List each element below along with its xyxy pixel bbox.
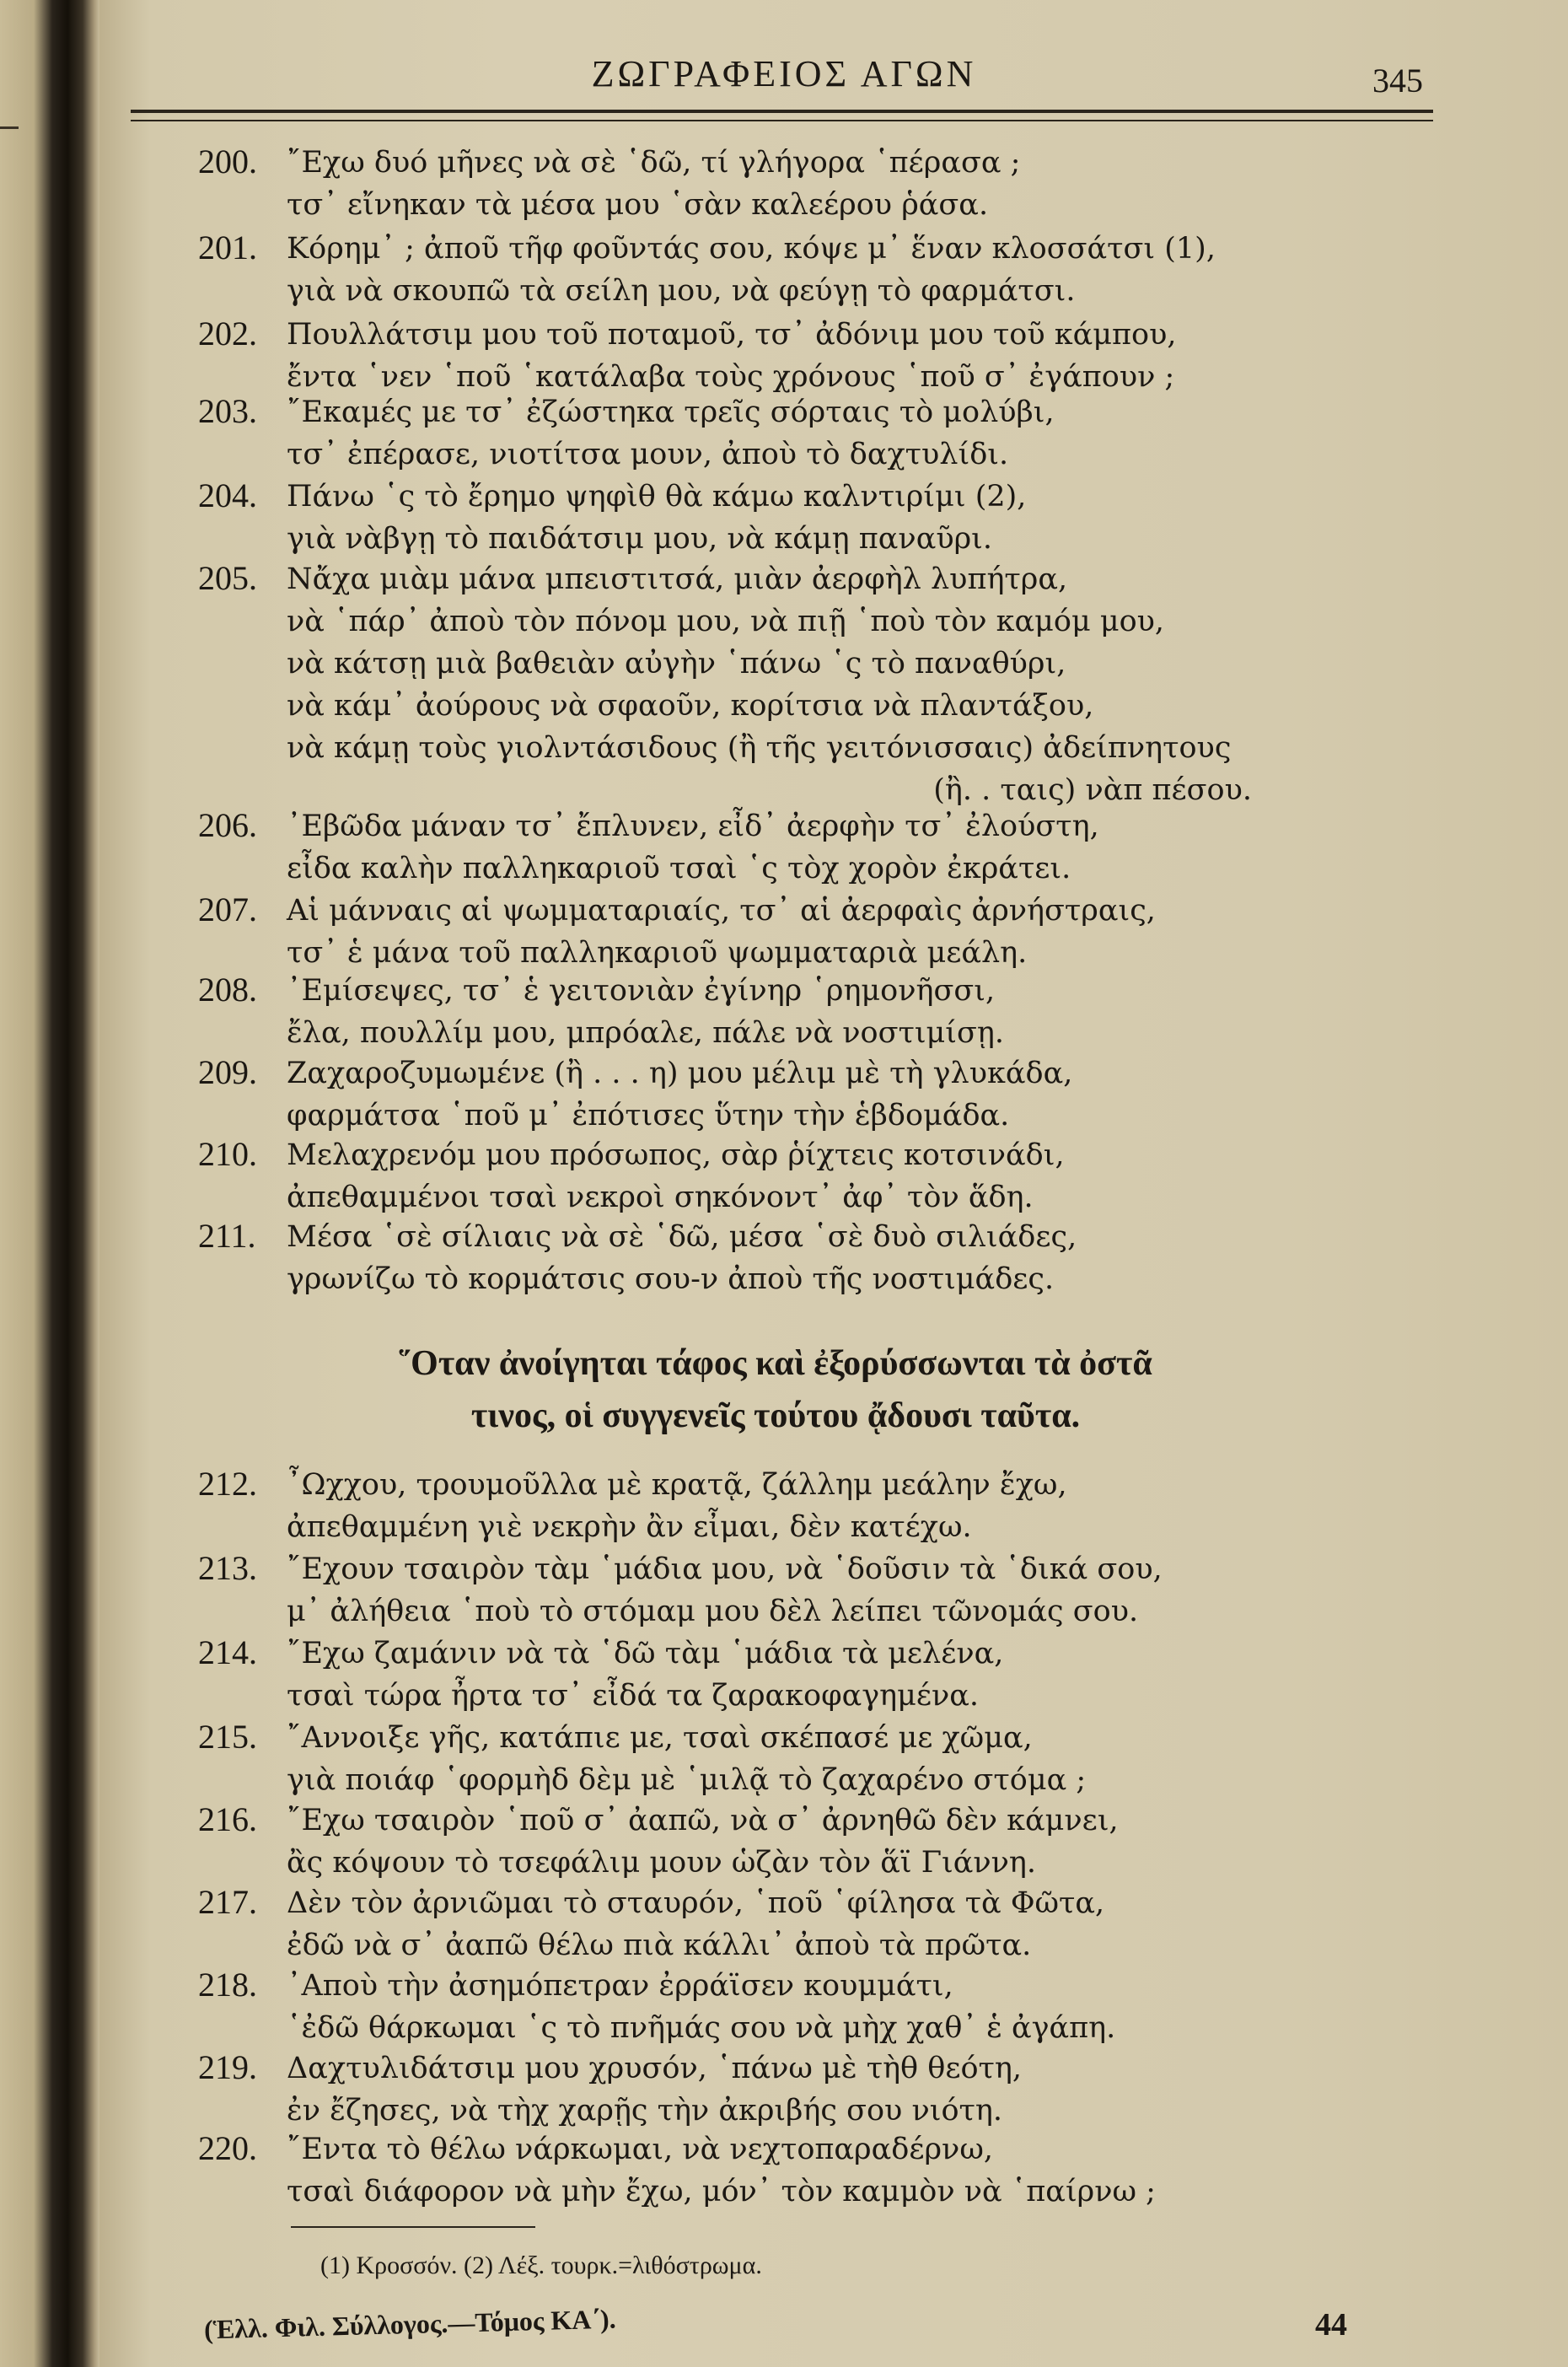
- verse-number: 217.: [198, 1883, 257, 1921]
- source-line: (Ἑλλ. Φιλ. Σύλλογος.—Τόμος ΚΑ΄).: [203, 2303, 617, 2345]
- verse-line: τσ᾿ ἐπέρασε, νιοτίτσα μουν, ἀποὺ τὸ δαχτυλίδι.: [287, 438, 1009, 471]
- verse-line: Δαχτυλιδάτσιμ μου χρυσόν, ῾πάνω μὲ τὴθ θεότη,: [287, 2052, 1022, 2085]
- verse-line: τσ᾿ εἴνηκαν τὰ μέσα μου ῾σὰν καλεέρου ῥάσα.: [287, 188, 989, 222]
- verse-line: ῾ἐδῶ θάρκωμαι ῾ς τὸ πνῆμάς σου νὰ μὴχ χαθ᾿ ἑ ἀγάπη.: [287, 2011, 1116, 2045]
- verse-line: Πάνω ῾ς τὸ ἔρημο ψηφὶθ θὰ κάμω καλντιρίμι (2),: [287, 480, 1027, 514]
- verse-201: [198, 228, 1408, 312]
- verse-number: 216.: [198, 1800, 257, 1838]
- verse-line: γρωνίζω τὸ κορμάτσις σου-ν ἀποὺ τῆς νοστιμάδες.: [287, 1262, 1055, 1296]
- verse-line: ἐδῶ νὰ σ᾿ ἀαπῶ θέλω πιὰ κάλλι᾿ ἀποὺ τὰ πρῶτα.: [287, 1929, 1032, 1962]
- verse-213: [198, 1548, 1408, 1633]
- verse-line: ἔντα ῾νεν ῾ποῦ ῾κατάλαβα τοὺς χρόνους ῾ποῦ σ᾿ ἐγάπουν ;: [287, 360, 1175, 394]
- verse-line: Νἄχα μιὰμ μάνα μπειστιτσά, μιὰν ἀερφὴλ λυπήτρα,: [287, 562, 1068, 596]
- verse-217: [198, 1882, 1408, 1966]
- verse-219: [198, 2047, 1408, 2132]
- verse-line: φαρμάτσα ῾ποῦ μ᾿ ἐπότισες ὕτην τὴν ἑβδομάδα.: [287, 1099, 1010, 1132]
- edge-mark: [0, 126, 19, 129]
- verse-number: 204.: [198, 476, 257, 514]
- verse-number: 211.: [198, 1217, 256, 1255]
- verse-207: [198, 890, 1408, 974]
- verse-number: 212.: [198, 1465, 257, 1503]
- footnote-rule: [291, 2226, 535, 2228]
- verse-line: ᾿Αποὺ τὴν ἀσημόπετραν ἐρράϊσεν κουμμάτι,: [287, 1969, 953, 2003]
- verse-206: [198, 805, 1408, 890]
- verse-number: 205.: [198, 559, 257, 597]
- verse-line: Κόρημ᾿ ; ἀποῦ τῆφ φοῦντάς σου, κόψε μ᾿ ἕναν κλοσσάτσι (1),: [287, 232, 1216, 266]
- verse-203: [198, 391, 1408, 476]
- verse-line: γιὰ ποιάφ ῾φορμὴδ δὲμ μὲ ῾μιλᾷ τὸ ζαχαρένο στόμα ;: [287, 1763, 1087, 1797]
- verse-number: 220.: [198, 2129, 257, 2167]
- verse-line: Μελαχρενόμ μου πρόσωπος, σὰρ ῥίχτεις κοτσινάδι,: [287, 1138, 1065, 1172]
- verse-line: ᾿Εβῶδα μάναν τσ᾿ ἔπλυνεν, εἶδ᾿ ἀερφὴν τσ᾿ ἐλούστη,: [287, 810, 1099, 843]
- verse-line: ἀπεθαμμένη γιὲ νεκρὴν ἂν εἶμαι, δὲν κατέχω.: [287, 1510, 972, 1544]
- verse-line: ῎Αννοιξε γῆς, κατάπιε με, τσαὶ σκέπασέ με χῶμα,: [287, 1721, 1033, 1755]
- section-heading-line: τινος, οἱ συγγενεῖς τούτου ᾄδουσι ταῦτα.: [470, 1396, 1081, 1435]
- verse-211: [198, 1216, 1408, 1300]
- page-number: 345: [1372, 62, 1423, 100]
- verse-204: [198, 476, 1408, 560]
- verse-line: εἶδα καλὴν παλληκαριοῦ τσαὶ ῾ς τὸχ χορὸν ἐκράτει.: [287, 852, 1071, 885]
- header-rule-thin: [131, 120, 1433, 121]
- verse-216: [198, 1799, 1408, 1884]
- verse-number: 213.: [198, 1549, 257, 1587]
- verse-line: ἂς κόψουν τὸ τσεφάλιμ μουν ὡζὰν τὸν ἅϊ Γιάννη.: [287, 1846, 1037, 1880]
- verse-line-tail: (ἢ. . ταις) νὰπ πέσου.: [933, 773, 1252, 807]
- signature-mark: 44: [1315, 2307, 1347, 2343]
- section-heading: [270, 1337, 1281, 1442]
- verse-line: Μέσα ῾σὲ σίλιαις νὰ σὲ ῾δῶ, μέσα ῾σὲ δυὸ σιλιάδες,: [287, 1220, 1077, 1254]
- verse-number: 210.: [198, 1135, 257, 1173]
- verse-215: [198, 1717, 1408, 1801]
- verse-line: μ᾿ ἀλήθεια ῾ποὺ τὸ στόμαμ μου δὲλ λείπει τῶνομάς σου.: [287, 1595, 1139, 1628]
- verse-205: [198, 558, 1408, 811]
- verse-number: 215.: [198, 1718, 257, 1756]
- verse-number: 200.: [198, 143, 257, 180]
- verse-line: γιὰ νὰ σκουπῶ τὰ σείλη μου, νὰ φεύγῃ τὸ φαρμάτσι.: [287, 274, 1076, 308]
- verse-number: 214.: [198, 1633, 257, 1671]
- verse-208: [198, 970, 1408, 1054]
- verse-line: ῏Ωχχου, τρουμοῦλλα μὲ κρατᾷ, ζάλλημ μεάλην ἔχω,: [287, 1468, 1067, 1502]
- verse-line: νὰ κάμῃ τοὺς γιολντάσιδους (ἢ τῆς γειτόνισσαις) ἀδείπνητους: [287, 731, 1232, 765]
- verse-number: 203.: [198, 392, 257, 430]
- verse-line: ῎Εντα τὸ θέλω νάρκωμαι, νὰ νεχτοπαραδέρνω,: [287, 2133, 993, 2166]
- running-head: ΖΩΓΡΑΦΕΙΟΣ ΑΓΩΝ: [591, 53, 977, 94]
- verse-line: ῎Εκαμές με τσ᾿ ἐζώστηκα τρεῖς σόρταις τὸ μολύβι,: [287, 395, 1055, 429]
- verse-line: ἔλα, πουλλίμ μου, μπρόαλε, πάλε νὰ νοστιμίσῃ.: [287, 1016, 1005, 1050]
- footnote: (1) Κροσσόν. (2) Λέξ. τουρκ.=λιθόστρωμα.: [320, 2251, 762, 2279]
- verse-number: 218.: [198, 1966, 257, 2004]
- verse-number: 209.: [198, 1053, 257, 1091]
- verse-209: [198, 1052, 1408, 1137]
- verse-line: ᾿Εμίσεψες, τσ᾿ ἑ γειτονιὰν ἐγίνηρ ῾ρημονῆσσι,: [287, 974, 996, 1008]
- verse-line: Ζαχαροζυμωμένε (ἢ . . . η) μου μέλιμ μὲ τὴ γλυκάδα,: [287, 1057, 1073, 1090]
- verse-202: [198, 314, 1408, 398]
- verse-number: 201.: [198, 229, 257, 266]
- section-heading-line: ῞Οταν ἀνοίγηται τάφος καὶ ἐξορύσσωνται τὰ ὀστᾶ: [399, 1344, 1152, 1383]
- verse-number: 207.: [198, 890, 257, 928]
- verse-line: ἀπεθαμμένοι τσαὶ νεκροὶ σηκόνοντ᾿ ἀφ᾿ τὸν ἅδη.: [287, 1181, 1034, 1214]
- verse-number: 206.: [198, 806, 257, 844]
- verse-line: τσ᾿ ἑ μάνα τοῦ παλληκαριοῦ ψωμματαριὰ μεάλη.: [287, 936, 1028, 970]
- verse-line: Δὲν τὸν ἀρνιῶμαι τὸ σταυρόν, ῾ποῦ ῾φίλησα τὰ Φῶτα,: [287, 1886, 1105, 1920]
- verse-210: [198, 1134, 1408, 1218]
- verse-number: 202.: [198, 315, 257, 352]
- verse-218: [198, 1965, 1408, 2049]
- verse-line: ῎Εχω τσαιρὸν ῾ποῦ σ᾿ ἀαπῶ, νὰ σ᾿ ἀρνηθῶ δὲν κάμνει,: [287, 1804, 1119, 1837]
- header-rule: [131, 110, 1433, 113]
- verse-220: [198, 2128, 1408, 2213]
- verse-line: τσαὶ διάφορον νὰ μὴν ἔχω, μόν᾿ τὸν καμμὸν νὰ ῾παίρνω ;: [287, 2175, 1156, 2208]
- verse-200: [198, 142, 1408, 226]
- verse-line: ῎Εχω δυό μῆνες νὰ σὲ ῾δῶ, τί γλήγορα ῾πέρασα ;: [287, 146, 1021, 180]
- verse-line: ἐν ἔζησες, νὰ τὴχ χαρῇς τὴν ἀκριβής σου νιότη.: [287, 2094, 1002, 2128]
- book-spine-shadow: [0, 0, 99, 2367]
- verse-line: Αἱ μάνναις αἱ ψωμματαριαίς, τσ᾿ αἱ ἀερφαὶς ἀρνήστραις,: [287, 894, 1156, 928]
- verse-line: ῎Εχουν τσαιρὸν τὰμ ῾μάδια μου, νὰ ῾δοῦσιν τὰ ῾δικά σου,: [287, 1552, 1163, 1586]
- verse-line: νὰ κάμ᾿ ἀούρους νὰ σφαοῦν, κορίτσια νὰ πλαντάξου,: [287, 689, 1094, 723]
- verse-line: Πουλλάτσιμ μου τοῦ ποταμοῦ, τσ᾿ ἀδόνιμ μου τοῦ κάμπου,: [287, 318, 1177, 352]
- verse-line: γιὰ νὰβγῃ τὸ παιδάτσιμ μου, νὰ κάμῃ παναῦρι.: [287, 522, 993, 556]
- verse-212: [198, 1464, 1408, 1548]
- verse-line: τσαὶ τώρα ἦρτα τσ᾿ εἶδά τα ζαρακοφαγημένα.: [287, 1679, 980, 1713]
- verse-214: [198, 1633, 1408, 1717]
- verse-line: ῎Εχω ζαμάνιν νὰ τὰ ῾δῶ τὰμ ῾μάδια τὰ μελένα,: [287, 1637, 1004, 1670]
- verse-number: 208.: [198, 971, 257, 1009]
- verse-number: 219.: [198, 2048, 257, 2086]
- verse-line: νὰ κάτσῃ μιὰ βαθειὰν αὐγὴν ῾πάνω ῾ς τὸ παναθύρι,: [287, 647, 1066, 681]
- verse-line: νὰ ῾πάρ᾿ ἀποὺ τὸν πόνομ μου, νὰ πιῇ ῾ποὺ τὸν καμόμ μου,: [287, 605, 1165, 638]
